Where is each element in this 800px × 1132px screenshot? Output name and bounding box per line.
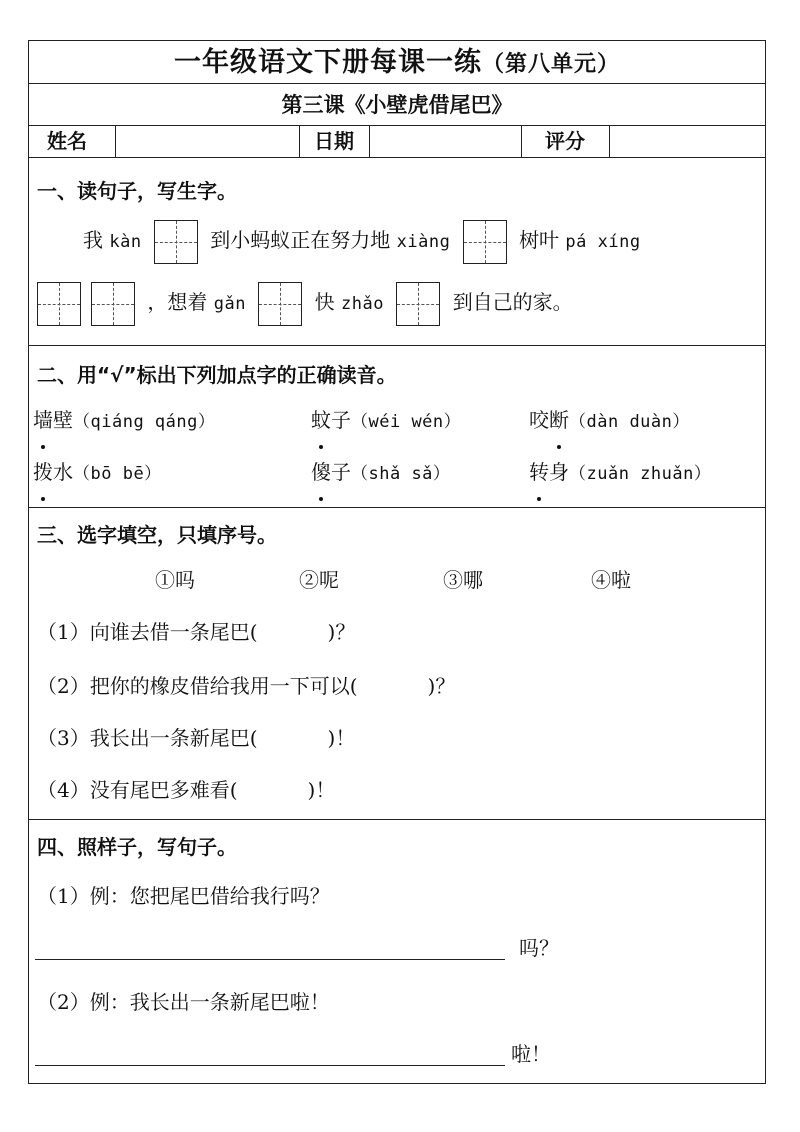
pinyin: kàn <box>109 232 142 252</box>
score-label: 评分 <box>545 129 585 153</box>
question-text: （4）没有尾巴多难看( <box>37 778 238 802</box>
writing-box[interactable] <box>258 282 302 326</box>
fill-question <box>37 663 455 709</box>
dotted-char: 墙 <box>33 397 53 443</box>
writing-box[interactable] <box>37 282 81 326</box>
text: 到自己的家。 <box>452 290 573 314</box>
pinyin-item <box>529 449 711 497</box>
char: 水 <box>53 460 73 484</box>
pinyin: pá xíng <box>565 232 641 252</box>
answer-line[interactable] <box>35 1065 505 1066</box>
text: 我 <box>83 228 103 252</box>
pinyin: xiàng <box>396 232 451 252</box>
example-sentence: （2）例：我长出一条新尾巴啦！ <box>37 990 330 1014</box>
fill-question <box>37 609 355 655</box>
divider <box>29 819 765 820</box>
question-text: （2）把你的橡皮借给我用一下可以( <box>37 674 358 698</box>
score-field[interactable] <box>611 127 761 155</box>
pinyin-item <box>33 397 215 445</box>
answer-line[interactable] <box>35 959 505 960</box>
pinyin-options[interactable]: （wéi wén） <box>351 412 462 432</box>
pinyin-options[interactable]: （zuǎn zhuǎn） <box>569 464 712 484</box>
example-sentence: （1）例：您把尾巴借给我行吗？ <box>37 884 330 908</box>
worksheet-title: 一年级语文下册每课一练（第八单元） <box>173 47 620 78</box>
char: 壁 <box>53 408 73 432</box>
worksheet <box>28 40 766 1084</box>
section1-line2 <box>31 279 573 327</box>
pinyin-item <box>529 397 690 445</box>
question-end: )？ <box>327 620 356 644</box>
dotted-char: 拨 <box>33 449 53 495</box>
lesson-title: 第三课《小壁虎借尾巴》 <box>281 93 513 117</box>
question-end: )！ <box>307 778 336 802</box>
dotted-char: 断 <box>549 397 569 443</box>
divider <box>29 507 765 508</box>
section1-line1 <box>83 217 641 265</box>
writing-box[interactable] <box>91 282 135 326</box>
pinyin: zhǎo <box>341 294 384 314</box>
choice-option: ④啦 <box>591 568 631 592</box>
text: 到小蚂蚁正在努力地 <box>210 228 391 252</box>
writing-box[interactable] <box>396 282 440 326</box>
choice-option: ①吗 <box>155 568 195 592</box>
section1-heading: 一、读句子，写生字。 <box>37 179 237 203</box>
pinyin-item <box>311 449 450 497</box>
dotted-char: 傻 <box>311 449 331 495</box>
pinyin-options[interactable]: （qiáng qáng） <box>73 412 216 432</box>
name-label: 姓名 <box>47 129 87 153</box>
char: 身 <box>549 460 569 484</box>
divider <box>29 345 765 346</box>
writing-box[interactable] <box>154 220 198 264</box>
pinyin-options[interactable]: （shǎ sǎ） <box>351 464 451 484</box>
cell-border <box>369 125 370 157</box>
choice-option: ③哪 <box>443 568 483 592</box>
char: 咬 <box>529 408 549 432</box>
question-text: （3）我长出一条新尾巴( <box>37 726 258 750</box>
pinyin-options[interactable]: （bō bē） <box>73 464 162 484</box>
choice-option: ②呢 <box>299 568 339 592</box>
fill-question <box>37 767 335 813</box>
pinyin-item <box>311 397 461 445</box>
text: 快 <box>314 290 335 314</box>
cell-border <box>115 125 116 157</box>
sentence-ending: 吗？ <box>519 936 559 960</box>
text: 树叶 <box>519 228 560 252</box>
question-end: )！ <box>327 726 356 750</box>
divider <box>29 83 765 84</box>
question-text: （1）向谁去借一条尾巴( <box>37 620 258 644</box>
pinyin-item <box>33 449 162 497</box>
section3-heading: 三、选字填空，只填序号。 <box>37 523 277 547</box>
text: ，想着 <box>147 290 208 314</box>
fill-question <box>37 715 355 761</box>
sentence-ending: 啦！ <box>511 1042 551 1066</box>
section2-heading: 二、用“√”标出下列加点字的正确读音。 <box>37 363 397 387</box>
dotted-char: 蚊 <box>311 397 331 443</box>
pinyin-options[interactable]: （dàn duàn） <box>569 412 690 432</box>
divider <box>29 157 765 158</box>
writing-box[interactable] <box>463 220 507 264</box>
divider <box>29 125 765 126</box>
char: 子 <box>331 408 351 432</box>
name-field[interactable] <box>117 127 297 155</box>
dotted-char: 转 <box>529 449 549 495</box>
section4-heading: 四、照样子，写句子。 <box>37 835 237 859</box>
char: 子 <box>331 460 351 484</box>
pinyin: gǎn <box>213 294 246 314</box>
date-label: 日期 <box>314 129 354 153</box>
date-field[interactable] <box>371 127 519 155</box>
question-end: )？ <box>427 674 456 698</box>
cell-border <box>609 125 610 157</box>
